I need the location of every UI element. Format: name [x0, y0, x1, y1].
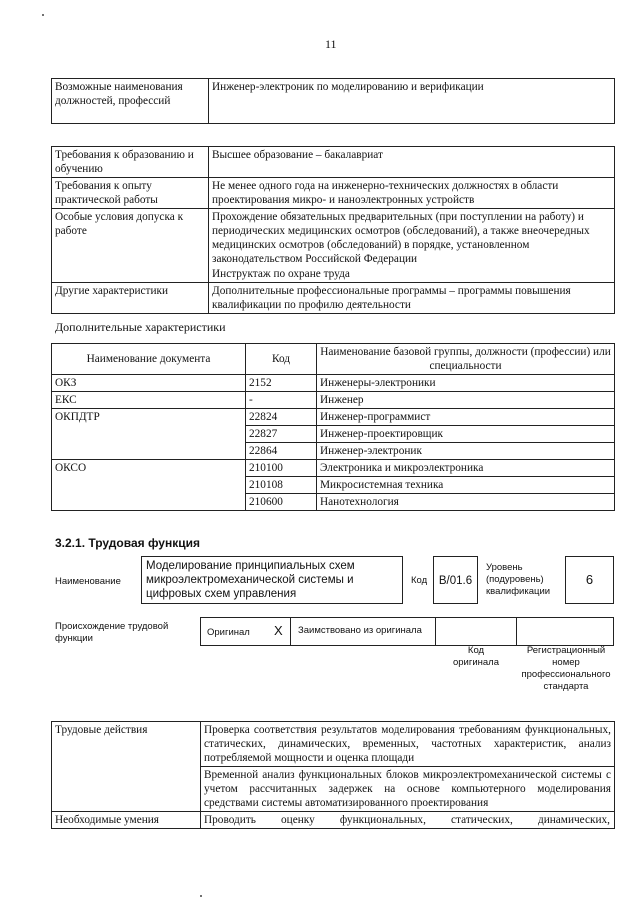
original-code-caption: Код оригинала [452, 645, 499, 668]
original-checkmark: X [274, 623, 283, 638]
level-box [565, 556, 614, 604]
table-row [52, 283, 615, 314]
name-cell: Нанотехнология [317, 494, 615, 511]
table-row [52, 178, 615, 209]
medical-exams-text: Прохождение обязательных предварительных (при поступлении на работу) и периодических медицинских осмотров (обследований), а также внеочередных медицинских осмотров (обследований) в порядке, установленном законодательством Российской Федерации [212, 211, 590, 265]
code-cell: 22827 [246, 426, 317, 443]
education-value: Высшее образование – бакалавриат [209, 147, 615, 178]
code-cell: 2152 [246, 375, 317, 392]
doc-cell: ОКСО [52, 460, 246, 511]
name-cell: Инженер-проектировщик [317, 426, 615, 443]
code-cell: 22824 [246, 409, 317, 426]
name-cell: Инженер-электроник [317, 443, 615, 460]
name-cell: Микросистемная техника [317, 477, 615, 494]
code-cell: 210108 [246, 477, 317, 494]
action-item: Проверка соответствия результатов моделирования требованиям функциональных, статических, динамических, временных, частотных характеристик, анализ потребляемой мощности и оценка площади [201, 722, 615, 767]
origin-label: Происхождение трудовой функции [55, 621, 169, 644]
name-cell: Электроника и микроэлектроника [317, 460, 615, 477]
skill-item-text: Проводить оценку функциональных, статических, динамических, [204, 814, 610, 826]
access-conditions-label: Особые условия допуска к работе [52, 209, 209, 283]
additional-title: Дополнительные характеристики [55, 320, 226, 334]
code-cell: 210600 [246, 494, 317, 511]
table-row [52, 375, 615, 392]
doc-cell: ОКЗ [52, 375, 246, 392]
name-cell: Инженеры-электроники [317, 375, 615, 392]
table-row [52, 812, 615, 829]
other-characteristics-value: Дополнительные профессиональные программы – программы повышения квалификации по профилю деятельности [209, 283, 615, 314]
skills-label: Необходимые умения [52, 812, 201, 829]
origin-divider [516, 617, 517, 646]
borrowed-label: Заимствовано из оригинала [298, 625, 422, 636]
speck [42, 14, 44, 16]
table-row [52, 409, 615, 426]
code-cell: 210100 [246, 460, 317, 477]
function-name-box [141, 556, 403, 604]
original-label: Оригинал [207, 627, 250, 638]
safety-briefing-text: Инструктаж по охране труда [212, 268, 350, 280]
code-label: Код [411, 575, 428, 586]
education-label: Требования к образованию и обучению [52, 147, 209, 178]
other-characteristics-label: Другие характеристики [52, 283, 209, 314]
table-row [52, 209, 615, 283]
level-label: Уровень (подуровень) квалификации [486, 562, 551, 597]
function-name: Моделирование принципиальных схем микроэлектромеханической системы и цифровых схем управления [146, 560, 355, 600]
action-item: Временной анализ функциональных блоков микроэлектромеханической системы с учетом рассчитанных задержек на основе компьютерного моделирования средствами системы автоматизированного проектирования [201, 767, 615, 812]
col-header-document: Наименование документа [52, 344, 246, 375]
speck [200, 895, 202, 897]
col-header-code: Код [246, 344, 317, 375]
experience-value: Не менее одного года на инженерно-технических должностях в области проектирования микро- и наноэлектронных устройств [209, 178, 615, 209]
job-titles-table [51, 78, 615, 124]
requirements-table [51, 146, 615, 314]
name-label: Наименование [55, 576, 121, 587]
table-row [52, 460, 615, 477]
code-value: B/01.6 [438, 575, 473, 587]
origin-divider [435, 617, 436, 646]
experience-label: Требования к опыту практической работы [52, 178, 209, 209]
registration-number-caption: Регистрационный номер профессионального стандарта [521, 645, 611, 692]
name-cell: Инженер-программист [317, 409, 615, 426]
skill-item [201, 812, 615, 829]
origin-divider [290, 617, 291, 646]
code-box [433, 556, 478, 604]
page-number: 11 [325, 37, 337, 51]
labor-actions-table [51, 721, 615, 829]
doc-cell: ЕКС [52, 392, 246, 409]
level-value: 6 [585, 572, 594, 587]
actions-label: Трудовые действия [52, 722, 201, 812]
doc-cell: ОКПДТР [52, 409, 246, 460]
code-cell: 22864 [246, 443, 317, 460]
table-header-row [52, 344, 615, 375]
table-row [52, 147, 615, 178]
table-row [52, 392, 615, 409]
section-heading: 3.2.1. Трудовая функция [55, 536, 200, 550]
additional-table [51, 343, 615, 511]
job-titles-value: Инженер-электроник по моделированию и верификации [209, 79, 615, 124]
col-header-name: Наименование базовой группы, должности (профессии) или специальности [317, 344, 615, 375]
table-row [52, 722, 615, 767]
code-cell: - [246, 392, 317, 409]
access-conditions-value [209, 209, 615, 283]
job-titles-label: Возможные наименования должностей, профессий [52, 79, 209, 124]
name-cell: Инженер [317, 392, 615, 409]
